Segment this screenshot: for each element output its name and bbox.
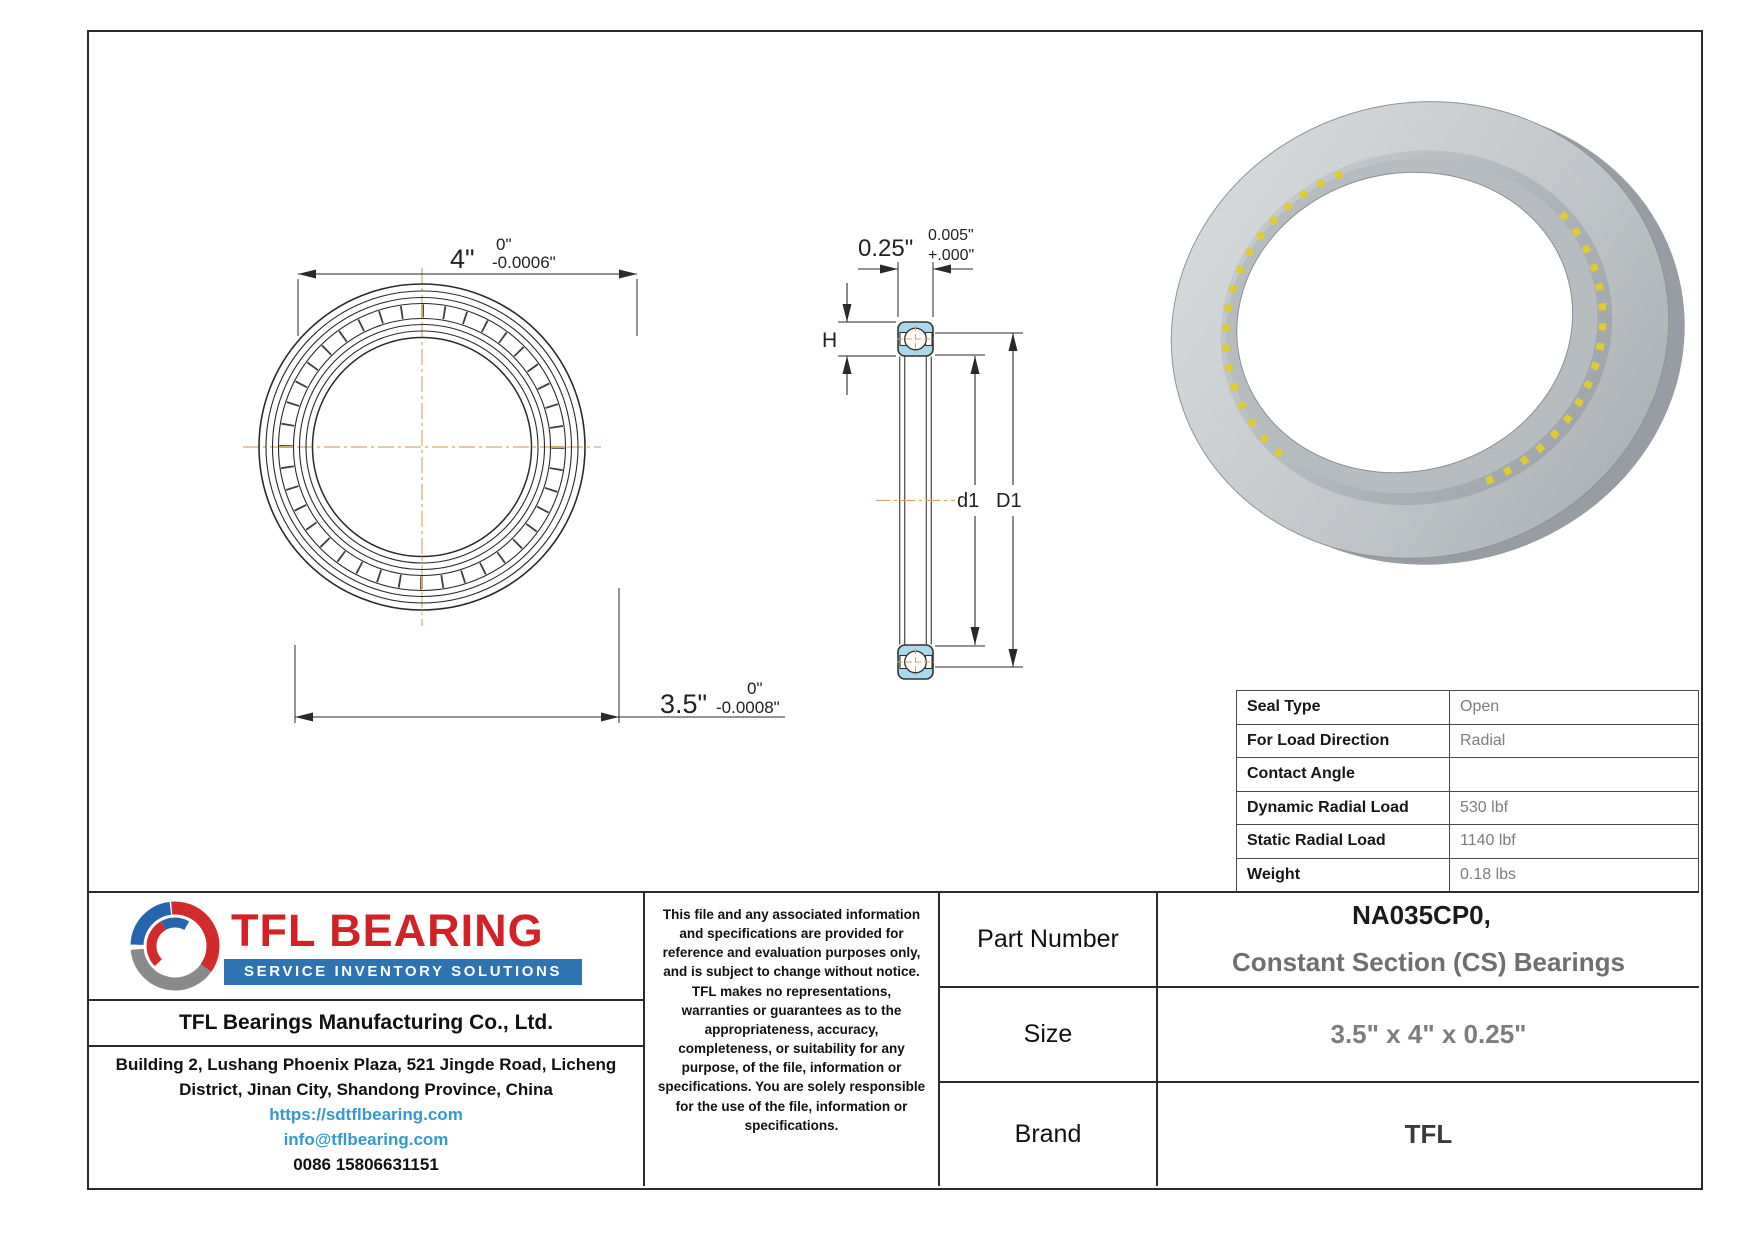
dim-h-label: H (822, 329, 838, 352)
spec-label: Contact Angle (1237, 758, 1450, 791)
table-row (940, 988, 1699, 1083)
part-number-value (1158, 893, 1699, 986)
table-row (1237, 859, 1698, 892)
size-label: Size (940, 988, 1158, 1081)
part-description: Constant Section (CS) Bearings (1232, 946, 1625, 977)
size-value: 3.5" x 4" x 0.25" (1330, 1018, 1527, 1049)
dim-outer-tol-upper: 0" (496, 235, 512, 254)
disclaimer-text: This file and any associated information and specifications are provided for reference and evaluation purposes only, and is subject to change without notice. TFL makes no representations, warranties or guarantees as to the appropriateness, accuracy, completeness, or suitability for any purpose, of the file, information or specifications. You are solely responsible for the use of the file, information or specifications. (657, 907, 926, 1133)
dim-outer-diameter (298, 235, 637, 336)
dim-d1 (935, 355, 985, 646)
title-block (89, 891, 1699, 1186)
part-number: NA035CP0, (1352, 900, 1491, 931)
spec-value: 0.18 lbs (1460, 865, 1517, 883)
company-website-link[interactable]: https://sdtflbearing.com (269, 1105, 463, 1124)
spec-label: For Load Direction (1237, 725, 1450, 758)
company-contact-block (89, 1047, 643, 1186)
company-address-line2: District, Jinan City, Shandong Province, China (179, 1080, 553, 1099)
company-phone: 0086 15806631151 (293, 1155, 439, 1174)
spec-value: 530 lbf (1460, 798, 1509, 816)
specs-table (1236, 690, 1699, 891)
spec-value: 1140 lbf (1460, 832, 1516, 850)
brand-value: TFL (1404, 1118, 1453, 1149)
disclaimer-block (645, 893, 940, 1186)
company-address-line1: Building 2, Lushang Phoenix Plaza, 521 Jingde Road, Licheng (115, 1055, 617, 1074)
table-row (1237, 825, 1698, 859)
dim-width-tol-lower: +.000" (928, 247, 975, 264)
dim-width-tol-upper: 0.005" (928, 227, 974, 244)
brand-tagline-banner: SERVICE INVENTORY SOLUTIONS (224, 959, 582, 985)
company-logo (89, 893, 643, 1001)
company-email-link[interactable]: info@tflbearing.com (283, 1130, 449, 1149)
company-logo-icon (129, 900, 221, 992)
table-row (940, 1083, 1699, 1186)
part-number-label: Part Number (940, 893, 1158, 986)
dim-bore-tol-lower: -0.0008" (716, 698, 780, 717)
brand-label: Brand (940, 1083, 1158, 1186)
table-row (1237, 691, 1698, 725)
dim-bore-label: 3.5" (660, 689, 708, 719)
dim-section-height (822, 283, 896, 395)
spec-label: Dynamic Radial Load (1237, 792, 1450, 825)
dim-section-width (858, 227, 974, 317)
part-info-table (940, 893, 1699, 1186)
table-row (1237, 792, 1698, 826)
dim-bore-tol-upper: 0" (747, 679, 763, 698)
cross-section-drawing (876, 322, 955, 679)
spec-label: Static Radial Load (1237, 825, 1450, 858)
spec-label: Weight (1237, 859, 1450, 892)
dim-d1-label: d1 (957, 490, 980, 512)
dim-D1-label: D1 (996, 490, 1022, 512)
company-name: TFL Bearings Manufacturing Co., Ltd. (89, 1001, 643, 1047)
brand-logo-text: TFL BEARING (231, 905, 544, 956)
dim-outer-tol-lower: -0.0006" (492, 253, 556, 272)
spec-value: Radial (1460, 731, 1506, 749)
drawing-sheet (87, 30, 1703, 1190)
front-view-drawing (243, 268, 601, 626)
table-row (1237, 725, 1698, 759)
dim-outer-diameter-label: 4" (450, 244, 475, 274)
spec-value: Open (1460, 698, 1500, 716)
dim-width-label: 0.25" (858, 235, 914, 262)
table-row (940, 893, 1699, 988)
dim-bore-diameter (295, 588, 785, 723)
company-block (89, 893, 645, 1186)
table-row (1237, 758, 1698, 792)
spec-label: Seal Type (1237, 691, 1450, 724)
bearing-photo (1123, 46, 1699, 621)
